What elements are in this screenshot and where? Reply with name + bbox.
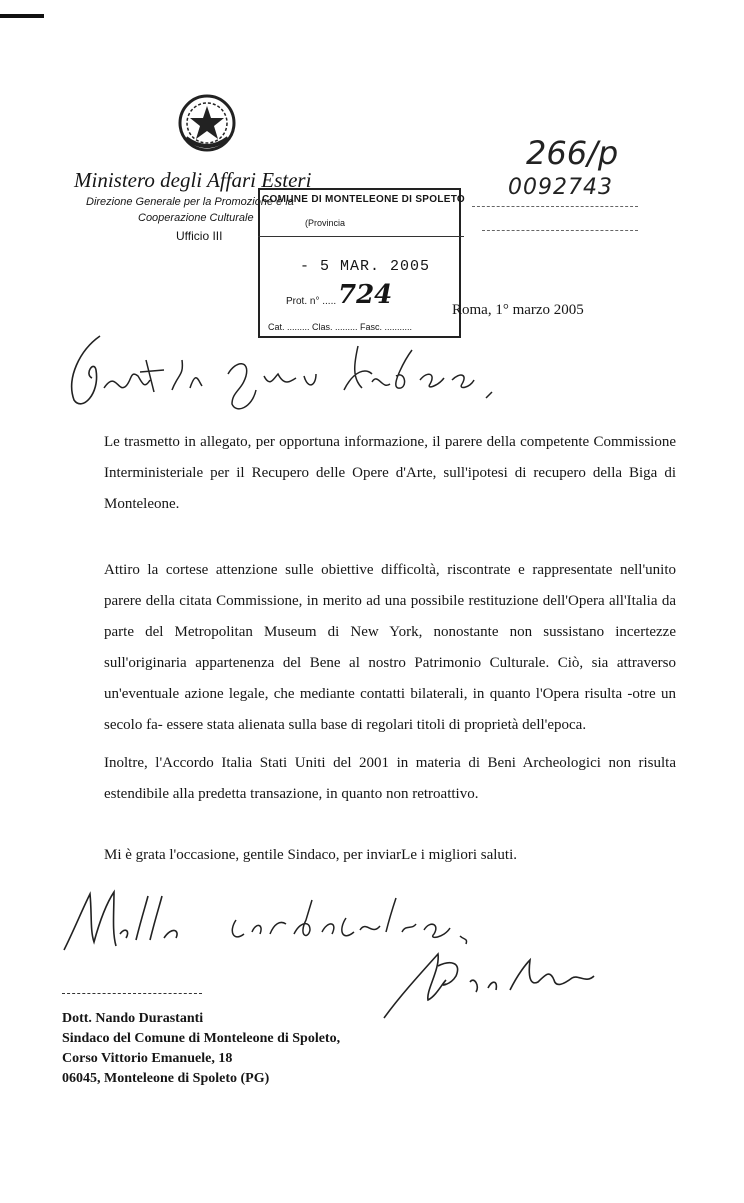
stamp-cat-line: Cat. ......... Clas. ......... Fasc. ........... bbox=[268, 322, 413, 332]
recipient-name: Dott. Nando Durastanti bbox=[62, 1011, 204, 1026]
stamp-divider bbox=[258, 236, 464, 237]
recipient-title: Sindaco del Comune di Monteleone di Spoleto, bbox=[62, 1031, 341, 1046]
handwritten-ref-number: 0092743 bbox=[508, 175, 613, 200]
date-line: Roma, 1° marzo 2005 bbox=[452, 302, 584, 318]
italian-emblem-icon bbox=[176, 92, 238, 154]
recipient-city: 06045, Monteleone di Spoleto (PG) bbox=[62, 1071, 270, 1086]
cooperazione-culturale: Cooperazione Culturale bbox=[138, 212, 254, 224]
stamp-date: - 5 MAR. 2005 bbox=[300, 258, 431, 275]
top-edge-mark bbox=[0, 14, 44, 18]
recipient-address bbox=[62, 1009, 340, 1089]
stamp-prot-number: 724 bbox=[338, 280, 393, 310]
direzione-generale: Direzione Generale per la Promozione e la bbox=[86, 196, 294, 208]
signature bbox=[380, 940, 630, 1020]
handwritten-salutation bbox=[60, 330, 520, 414]
ufficio-label: Ufficio III bbox=[176, 229, 223, 243]
stamp-comune: COMUNE DI MONTELEONE DI SPOLETO bbox=[262, 194, 466, 205]
body-paragraph-4: Mi è grata l'occasione, gentile Sindaco, per inviarLe i migliori saluti. bbox=[104, 847, 517, 863]
ref-dotted-line bbox=[472, 206, 638, 207]
signature-rule bbox=[62, 993, 202, 994]
recipient-street: Corso Vittorio Emanuele, 18 bbox=[62, 1051, 233, 1066]
stamp-provincia: (Provincia bbox=[305, 218, 346, 228]
body-paragraph-1: Le trasmetto in allegato, per opportuna informazione, il parere della competente Commissione Interministeriale per il Recupero delle Opere d'Arte, sull'ipotesi di recupero della Biga di Monteleone. bbox=[104, 434, 676, 512]
ref-dotted-line-2 bbox=[482, 230, 638, 231]
handwritten-top-number: 266/p bbox=[526, 134, 619, 172]
body-paragraph-3: Inoltre, l'Accordo Italia Stati Uniti del 2001 in materia di Beni Archeologici non risulta estendibile alla predetta transazione, in quanto non retroattivo. bbox=[104, 755, 676, 802]
body-paragraph-2: Attiro la cortese attenzione sulle obiettive difficoltà, riscontrate e rappresentate nell'unito parere della citata Commissione, in merito ad una possibile restituzione dell'Opera all'Italia da parte del Metropolitan Museum di New York, nonostante non sussistano incertezze sull'originaria appartenenza del Bene al nostro Patrimonio Culturale. Ciò, sia attraverso un'eventuale azione legale, che mediante contatti bilaterali, in quanto l'Opera risulta -otre un secolo fa- essere stata alienata sulla base di regolari titoli di proprietà dell'epoca. bbox=[104, 562, 676, 733]
ministry-name: Ministero degli Affari Esteri bbox=[74, 168, 312, 192]
stamp-prot-label: Prot. n° ..... bbox=[286, 296, 337, 307]
